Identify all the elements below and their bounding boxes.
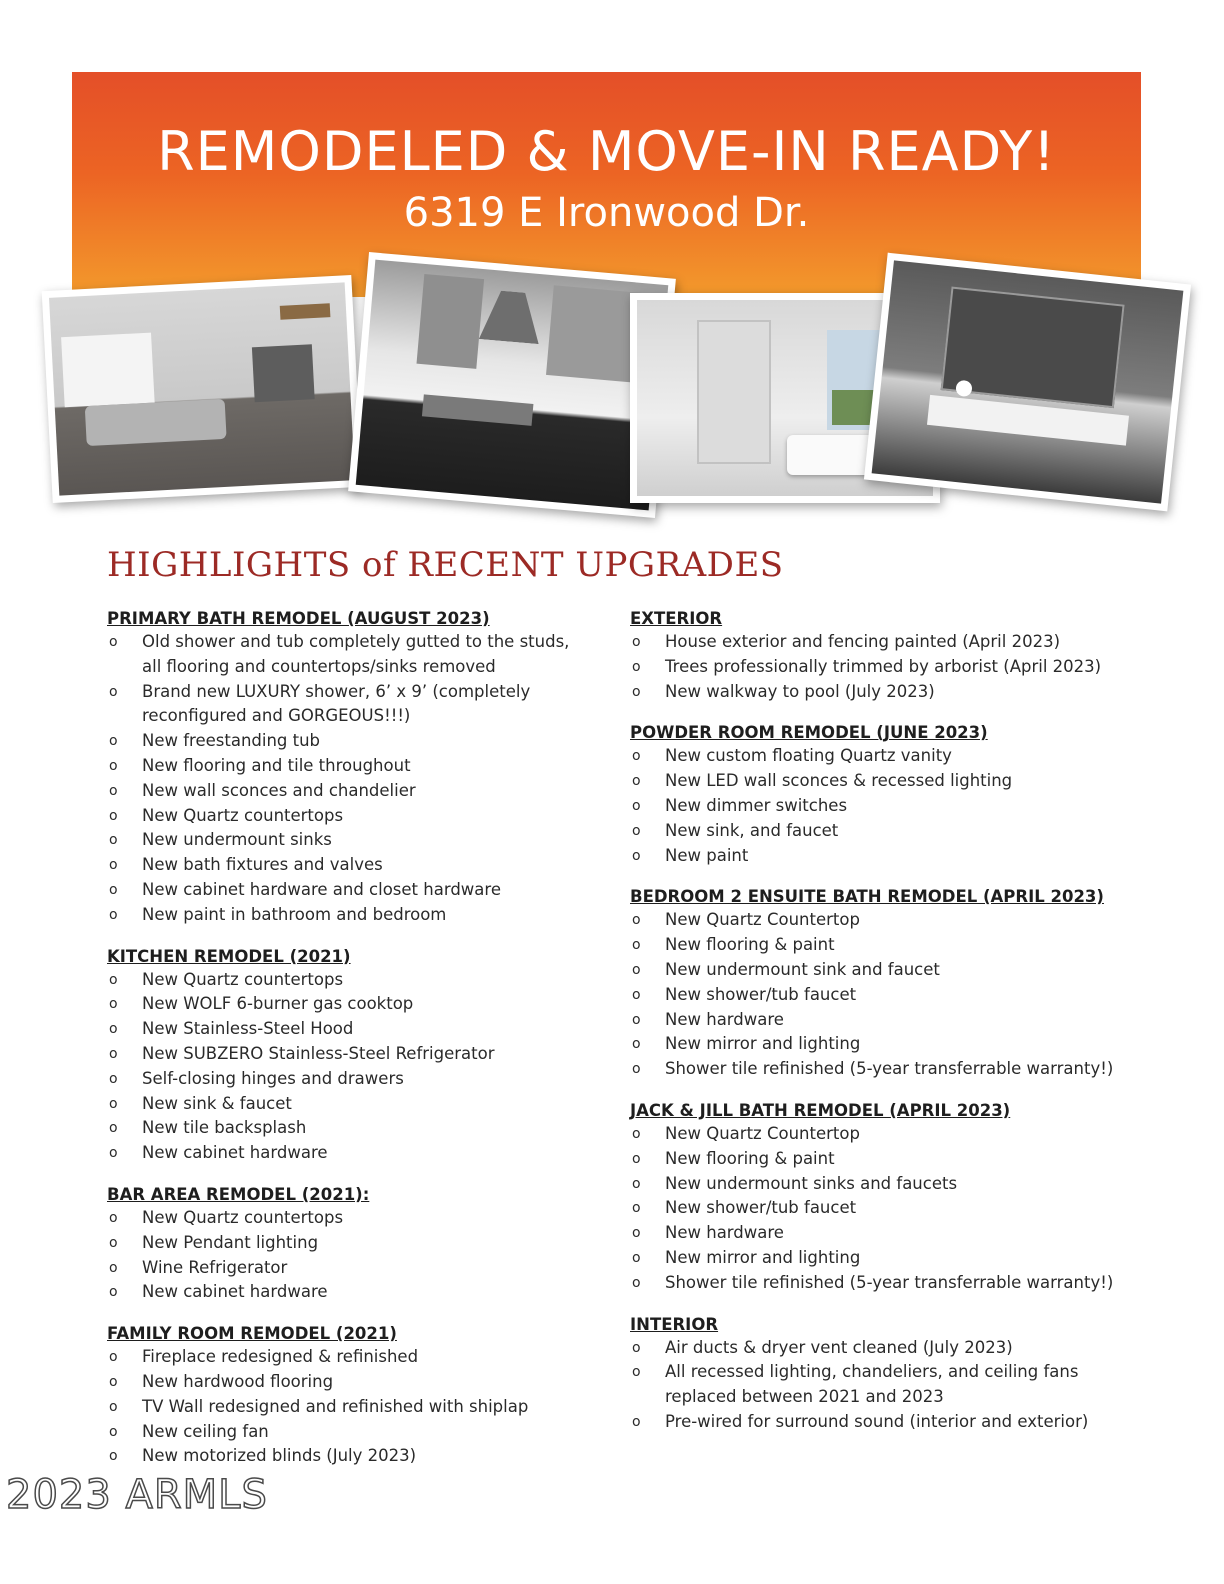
list-item xyxy=(107,1116,587,1141)
section-list xyxy=(107,1206,587,1305)
bullet-icon: o xyxy=(109,1398,118,1415)
list-item-text: New motorized blinds (July 2023) xyxy=(142,1446,417,1466)
bullet-icon: o xyxy=(109,1373,118,1390)
bullet-icon: o xyxy=(109,996,118,1013)
list-item-text: New undermount sinks and faucets xyxy=(665,1173,958,1193)
bullet-icon: o xyxy=(632,1413,641,1430)
list-item xyxy=(630,933,1150,958)
bullet-icon: o xyxy=(632,986,641,1003)
list-item xyxy=(630,1410,1150,1435)
upgrade-section xyxy=(630,886,1150,1082)
list-item xyxy=(630,655,1150,680)
bullet-icon: o xyxy=(632,937,641,954)
bullet-icon: o xyxy=(109,1045,118,1062)
upgrade-section xyxy=(107,1323,587,1469)
list-item xyxy=(630,819,1150,844)
list-item xyxy=(630,1057,1150,1082)
list-item-text: New LED wall sconces & recessed lighting xyxy=(665,771,1013,791)
list-item xyxy=(630,1008,1150,1033)
list-item-text: TV Wall redesigned and refinished with shiplap xyxy=(142,1396,529,1416)
upgrade-section xyxy=(107,946,587,1166)
list-item xyxy=(107,1017,587,1042)
bullet-icon: o xyxy=(109,857,118,874)
bullet-icon: o xyxy=(109,634,118,650)
left-column xyxy=(107,608,587,1487)
section-list xyxy=(107,630,587,928)
list-item xyxy=(107,878,587,903)
bullet-icon: o xyxy=(632,1011,641,1028)
list-item-text: New Quartz countertops xyxy=(142,805,344,825)
list-item xyxy=(107,1067,587,1092)
bullet-icon: o xyxy=(632,683,641,700)
list-item-text: New paint xyxy=(665,845,749,865)
bullet-icon: o xyxy=(109,1021,118,1038)
bullet-icon: o xyxy=(632,912,641,929)
bullet-icon: o xyxy=(632,1175,641,1192)
section-title: JACK & JILL BATH REMODEL (APRIL 2023) xyxy=(630,1100,1011,1120)
list-item xyxy=(107,680,587,730)
list-item-text: New Quartz Countertop xyxy=(665,1123,860,1143)
list-item-text: New cabinet hardware and closet hardware xyxy=(142,879,501,899)
section-title: BEDROOM 2 ENSUITE BATH REMODEL (APRIL 2023) xyxy=(630,887,1104,907)
section-title: BAR AREA REMODEL (2021): xyxy=(107,1184,370,1204)
highlights-heading: HIGHLIGHTS of RECENT UPGRADES xyxy=(107,545,784,585)
list-item xyxy=(107,1231,587,1256)
section-title: EXTERIOR xyxy=(630,609,723,628)
section-list xyxy=(107,968,587,1166)
list-item-text: New shower/tub faucet xyxy=(665,984,857,1004)
list-item-text: Self-closing hinges and drawers xyxy=(142,1068,404,1088)
list-item-text: All recessed lighting, chandeliers, and ceiling fans replaced between 2021 and 2023 xyxy=(665,1362,1079,1407)
list-item-text: Fireplace redesigned & refinished xyxy=(142,1347,419,1367)
list-item xyxy=(107,1345,587,1370)
list-item xyxy=(630,744,1150,769)
list-item xyxy=(107,630,587,680)
bullet-icon: o xyxy=(109,1234,118,1251)
list-item-text: New walkway to pool (July 2023) xyxy=(665,681,935,701)
bullet-icon: o xyxy=(632,847,641,864)
list-item xyxy=(107,1395,587,1420)
list-item xyxy=(107,1206,587,1231)
section-list xyxy=(630,1336,1150,1435)
bullet-icon: o xyxy=(632,748,641,765)
living-room-photo xyxy=(42,275,363,503)
list-item xyxy=(630,1172,1150,1197)
bullet-icon: o xyxy=(632,1036,641,1053)
bullet-icon: o xyxy=(109,1259,118,1276)
bullet-icon: o xyxy=(109,733,118,750)
property-address: 6319 E Ironwood Dr. xyxy=(403,190,810,236)
list-item xyxy=(630,680,1150,705)
list-item xyxy=(630,844,1150,869)
bullet-icon: o xyxy=(109,832,118,849)
list-item xyxy=(630,958,1150,983)
right-column xyxy=(630,608,1150,1453)
bullet-icon: o xyxy=(109,1349,118,1366)
list-item-text: Brand new LUXURY shower, 6’ x 9’ (completely reconfigured and GORGEOUS!!!) xyxy=(142,681,531,726)
list-item-text: New undermount sink and faucet xyxy=(665,959,940,979)
bullet-icon: o xyxy=(109,1070,118,1087)
list-item xyxy=(107,828,587,853)
bullet-icon: o xyxy=(109,971,118,988)
list-item xyxy=(630,1336,1150,1361)
bullet-icon: o xyxy=(632,1364,641,1381)
list-item xyxy=(630,1246,1150,1271)
bullet-icon: o xyxy=(109,906,118,923)
bullet-icon: o xyxy=(109,1095,118,1112)
list-item-text: New shower/tub faucet xyxy=(665,1198,857,1218)
list-item-text: New SUBZERO Stainless-Steel Refrigerator xyxy=(142,1043,495,1063)
list-item xyxy=(107,754,587,779)
list-item-text: New mirror and lighting xyxy=(665,1247,861,1267)
bullet-icon: o xyxy=(109,881,118,898)
list-item xyxy=(630,1221,1150,1246)
bullet-icon: o xyxy=(632,1061,641,1078)
upgrade-section xyxy=(107,608,587,928)
list-item-text: Wine Refrigerator xyxy=(142,1257,288,1277)
list-item xyxy=(107,779,587,804)
list-item-text: New hardware xyxy=(665,1223,784,1243)
list-item-text: New sink, and faucet xyxy=(665,820,839,840)
list-item-text: New Quartz countertops xyxy=(142,969,344,989)
list-item-text: Old shower and tub completely gutted to the studs, all flooring and countertops/sinks removed xyxy=(142,632,570,676)
list-item xyxy=(630,769,1150,794)
list-item xyxy=(630,1032,1150,1057)
bullet-icon: o xyxy=(632,822,641,839)
list-item-text: New hardware xyxy=(665,1009,784,1029)
section-list xyxy=(630,744,1150,868)
upgrade-section xyxy=(630,1314,1150,1435)
list-item-text: House exterior and fencing painted (April 2023) xyxy=(665,632,1061,651)
bullet-icon: o xyxy=(109,683,118,700)
list-item-text: New freestanding tub xyxy=(142,731,321,751)
list-item-text: New undermount sinks xyxy=(142,830,332,850)
section-title: POWDER ROOM REMODEL (JUNE 2023) xyxy=(630,723,988,743)
list-item xyxy=(630,794,1150,819)
list-item xyxy=(107,968,587,993)
list-item-text: New Pendant lighting xyxy=(142,1232,319,1252)
upgrade-section xyxy=(630,722,1150,868)
list-item-text: New Stainless-Steel Hood xyxy=(142,1019,354,1039)
list-item-text: Air ducts & dryer vent cleaned (July 2023) xyxy=(665,1337,1013,1357)
section-list xyxy=(630,908,1150,1082)
list-item xyxy=(107,1042,587,1067)
list-item xyxy=(630,1147,1150,1172)
list-item xyxy=(630,1271,1150,1296)
powder-room-photo xyxy=(864,253,1191,512)
list-item xyxy=(630,630,1150,655)
list-item-text: New flooring & paint xyxy=(665,1148,835,1168)
bullet-icon: o xyxy=(632,658,641,675)
list-item xyxy=(107,1141,587,1166)
list-item xyxy=(107,1420,587,1445)
section-list xyxy=(107,1345,587,1469)
section-title: INTERIOR xyxy=(630,1314,719,1334)
bullet-icon: o xyxy=(632,1150,641,1167)
list-item-text: New bath fixtures and valves xyxy=(142,855,383,875)
list-item-text: Shower tile refinished (5-year transferrable warranty!) xyxy=(665,1059,1114,1079)
list-item-text: New flooring and tile throughout xyxy=(142,755,411,775)
bullet-icon: o xyxy=(632,634,641,650)
kitchen-photo xyxy=(348,252,676,518)
bullet-icon: o xyxy=(109,1284,118,1301)
list-item xyxy=(107,1280,587,1305)
list-item-text: New wall sconces and chandelier xyxy=(142,780,416,800)
upgrade-section xyxy=(630,1100,1150,1296)
list-item xyxy=(107,729,587,754)
bullet-icon: o xyxy=(109,807,118,824)
list-item xyxy=(107,804,587,829)
list-item-text: New custom floating Quartz vanity xyxy=(665,746,952,766)
bullet-icon: o xyxy=(632,961,641,978)
bullet-icon: o xyxy=(632,1274,641,1291)
list-item-text: Trees professionally trimmed by arborist (April 2023) xyxy=(665,656,1102,676)
list-item xyxy=(107,1092,587,1117)
bullet-icon: o xyxy=(109,1448,118,1465)
bullet-icon: o xyxy=(632,1249,641,1266)
list-item-text: New hardwood flooring xyxy=(142,1371,334,1391)
bullet-icon: o xyxy=(109,1145,118,1162)
list-item-text: New sink & faucet xyxy=(142,1093,292,1113)
bullet-icon: o xyxy=(109,1120,118,1137)
list-item-text: Shower tile refinished (5-year transferrable warranty!) xyxy=(665,1272,1114,1292)
list-item xyxy=(107,903,587,928)
upgrade-section xyxy=(630,608,1150,704)
bullet-icon: o xyxy=(632,773,641,790)
list-item xyxy=(107,1370,587,1395)
list-item-text: New flooring & paint xyxy=(665,935,835,955)
section-list xyxy=(630,1122,1150,1296)
list-item-text: New dimmer switches xyxy=(665,795,848,815)
section-title: FAMILY ROOM REMODEL (2021) xyxy=(107,1324,397,1344)
list-item-text: New Quartz countertops xyxy=(142,1207,344,1227)
list-item xyxy=(630,1196,1150,1221)
list-item xyxy=(107,1256,587,1281)
list-item-text: New WOLF 6-burner gas cooktop xyxy=(142,994,414,1014)
list-item-text: New ceiling fan xyxy=(142,1421,269,1441)
list-item xyxy=(630,1122,1150,1147)
watermark: 2023 ARMLS xyxy=(6,1472,268,1518)
list-item-text: Pre-wired for surround sound (interior and exterior) xyxy=(665,1411,1089,1431)
page-title: REMODELED & MOVE-IN READY! xyxy=(157,120,1056,183)
list-item-text: New mirror and lighting xyxy=(665,1034,861,1054)
section-title: KITCHEN REMODEL (2021) xyxy=(107,946,351,966)
upgrade-section xyxy=(107,1184,587,1305)
bullet-icon: o xyxy=(632,1200,641,1217)
list-item-text: New Quartz Countertop xyxy=(665,910,860,930)
list-item xyxy=(630,983,1150,1008)
list-item-text: New tile backsplash xyxy=(142,1118,307,1138)
bullet-icon: o xyxy=(109,1423,118,1440)
bullet-icon: o xyxy=(109,757,118,774)
bullet-icon: o xyxy=(632,797,641,814)
list-item-text: New cabinet hardware xyxy=(142,1282,328,1302)
list-item-text: New paint in bathroom and bedroom xyxy=(142,904,447,924)
section-title: PRIMARY BATH REMODEL (AUGUST 2023) xyxy=(107,609,490,628)
list-item xyxy=(107,853,587,878)
list-item xyxy=(630,1360,1150,1410)
bullet-icon: o xyxy=(109,782,118,799)
bullet-icon: o xyxy=(632,1339,641,1356)
list-item xyxy=(630,908,1150,933)
list-item xyxy=(107,992,587,1017)
bullet-icon: o xyxy=(109,1209,118,1226)
list-item-text: New cabinet hardware xyxy=(142,1143,328,1163)
bullet-icon: o xyxy=(632,1125,641,1142)
bullet-icon: o xyxy=(632,1225,641,1242)
list-item xyxy=(107,1444,587,1469)
section-list xyxy=(630,630,1150,704)
